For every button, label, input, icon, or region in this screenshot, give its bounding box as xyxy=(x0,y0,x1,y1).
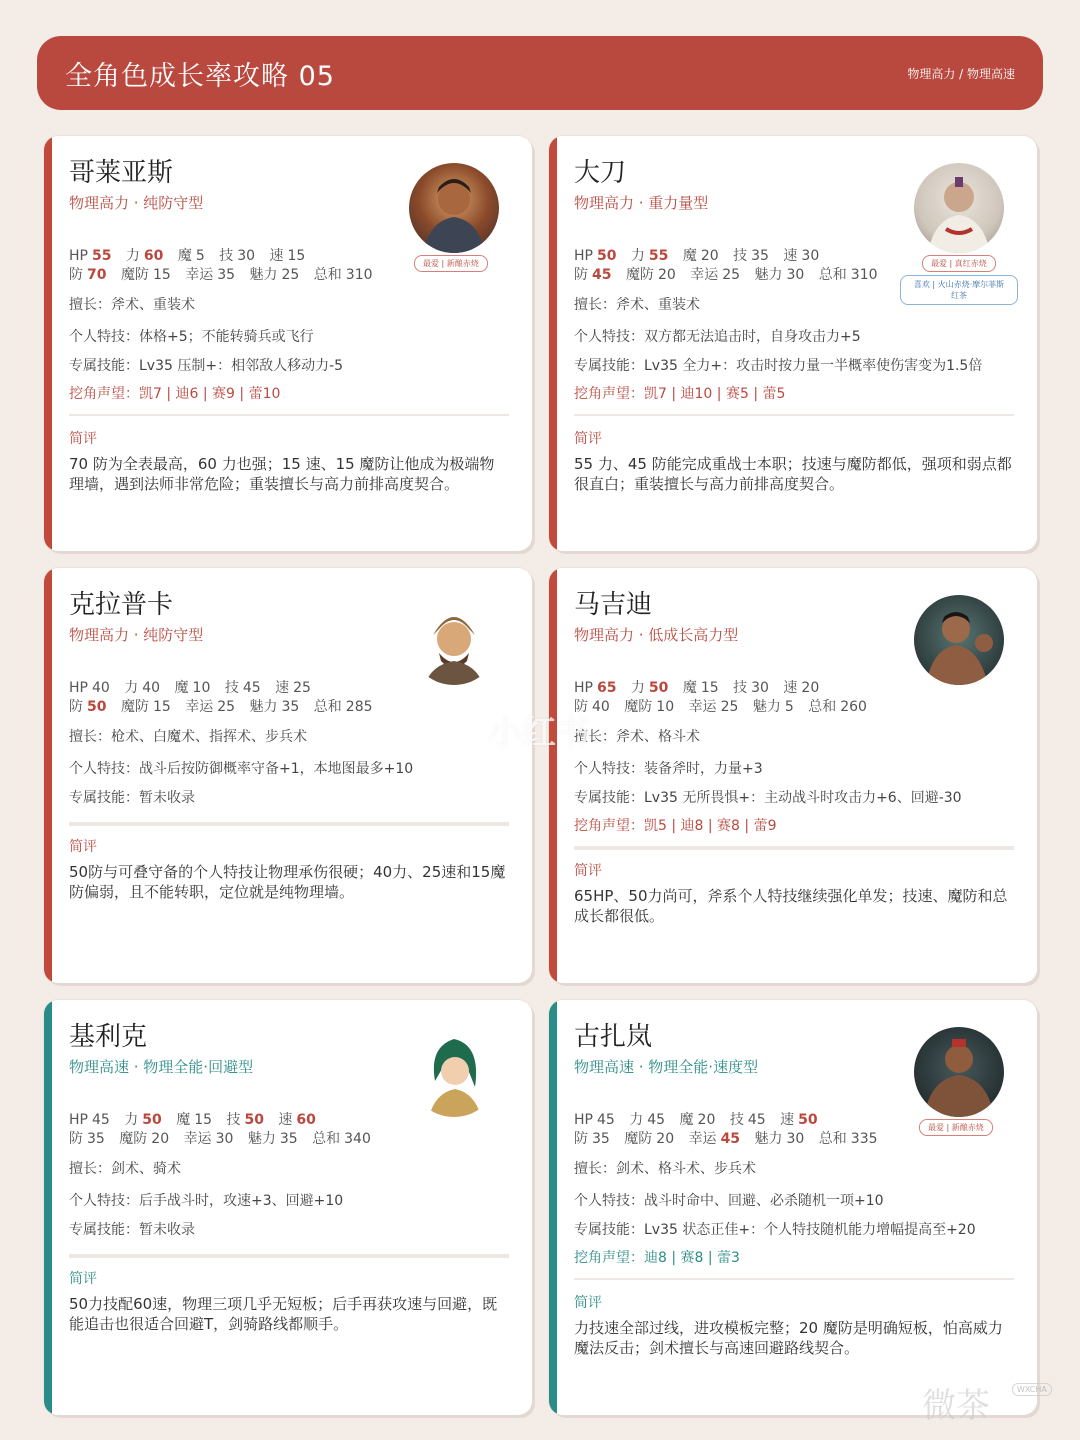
divider xyxy=(69,414,509,416)
weapon-skill: 擅长：斧术、重装术 xyxy=(574,297,700,313)
personal-skill: 个人特技：战斗时命中、回避、必杀随机一项+10 xyxy=(574,1193,884,1209)
divider xyxy=(574,1278,1014,1280)
stats-block xyxy=(574,247,886,285)
review-label: 简评 xyxy=(574,863,602,879)
stats-block xyxy=(69,679,381,717)
character-type: 物理高力 · 重力量型 xyxy=(574,194,709,212)
divider xyxy=(69,1254,509,1258)
accent-bar xyxy=(549,1000,557,1415)
accent-bar xyxy=(44,136,52,551)
exclusive-skill: 专属技能：Lv35 无所畏惧+：主动战斗时攻击力+6、回避-30 xyxy=(574,790,962,806)
portrait-figure-icon xyxy=(914,163,1004,253)
portrait-figure-icon xyxy=(409,1027,499,1117)
accent-bar xyxy=(44,1000,52,1415)
character-card-kilik xyxy=(44,1000,532,1415)
character-portrait xyxy=(409,1027,499,1117)
recruit-reputation: 挖角声望：凯5 | 迪8 | 赛8 | 蕾9 xyxy=(574,818,777,834)
stats-row-2: 防 70 魔防 15 幸运 35 魅力 25 总和 310 xyxy=(69,267,373,283)
review-label: 简评 xyxy=(69,839,97,855)
page-subtitle: 物理高力 / 物理高速 xyxy=(907,66,1015,81)
favorite-badge: 最爱 | 真红赤烧 xyxy=(922,255,996,272)
character-portrait xyxy=(409,595,499,685)
review-text: 力技速全部过线，进攻模板完整；20 魔防是明确短板，怕高威力魔法反击；剑术擅长与高速回避路线契合。 xyxy=(574,1319,1003,1357)
exclusive-skill: 专属技能：Lv35 状态正佳+：个人特技随机能力增幅提高至+20 xyxy=(574,1222,976,1238)
stats-row-1: HP 65 力 50 魔 15 技 30 速 20 xyxy=(574,680,820,696)
stats-block xyxy=(574,1111,886,1149)
stats-row-1: HP 40 力 40 魔 10 技 45 速 25 xyxy=(69,680,311,696)
review-label: 简评 xyxy=(69,1271,97,1287)
watermark-weicha: 微茶 xyxy=(922,1386,990,1426)
accent-bar xyxy=(549,568,557,983)
personal-skill: 个人特技：体格+5；不能转骑兵或飞行 xyxy=(69,329,314,345)
favorite-badge: 最爱 | 新酿赤烧 xyxy=(414,255,488,272)
review-text: 50力技配60速，物理三项几乎无短板；后手再获攻速与回避，既能追击也很适合回避T，剑骑路线都顺手。 xyxy=(69,1295,498,1333)
personal-skill: 个人特技：装备斧时，力量+3 xyxy=(574,761,763,777)
portrait-figure-icon xyxy=(914,1027,1004,1117)
stats-row-2: 防 35 魔防 20 幸运 45 魅力 30 总和 335 xyxy=(574,1131,878,1147)
character-name: 古扎岚 xyxy=(574,1022,653,1052)
divider xyxy=(69,822,509,826)
review-text: 65HP、50力尚可，斧系个人特技继续强化单发；技速、魔防和总成长都很低。 xyxy=(574,887,1008,925)
stats-block xyxy=(69,1111,379,1149)
review-text: 50防与可叠守备的个人特技让物理承伤很硬；40力、25速和15魔防偏弱，且不能转职，定位就是纯物理墙。 xyxy=(69,863,506,901)
character-name: 马吉迪 xyxy=(574,590,653,620)
portrait-figure-icon xyxy=(409,163,499,253)
review-label: 简评 xyxy=(574,1295,602,1311)
character-card-guzalan xyxy=(549,1000,1037,1415)
stats-row-2: 防 45 魔防 20 幸运 25 魅力 30 总和 310 xyxy=(574,267,878,283)
favorite-badge: 最爱 | 新酿赤烧 xyxy=(919,1119,993,1136)
like-badge: 喜欢 | 火山赤烧·摩尔菲斯 红茶 xyxy=(900,275,1018,305)
stats-row-1: HP 45 力 45 魔 20 技 45 速 50 xyxy=(574,1112,818,1128)
exclusive-skill: 专属技能：暂未收录 xyxy=(69,1222,195,1238)
stats-row-1: HP 55 力 60 魔 5 技 30 速 15 xyxy=(69,248,306,264)
page-header xyxy=(37,36,1043,110)
portrait-figure-icon xyxy=(914,595,1004,685)
weapon-skill: 擅长：斧术、重装术 xyxy=(69,297,195,313)
weapon-skill: 擅长：枪术、白魔术、指挥术、步兵术 xyxy=(69,729,307,745)
watermark-tag: WXCHA xyxy=(1012,1383,1052,1396)
stats-row-1: HP 45 力 50 魔 15 技 50 速 60 xyxy=(69,1112,316,1128)
divider xyxy=(574,846,1014,850)
character-card-goliath xyxy=(44,136,532,551)
divider xyxy=(574,414,1014,416)
character-type: 物理高力 · 纯防守型 xyxy=(69,626,204,644)
review-text: 55 力、45 防能完成重战士本职；技速与魔防都低，强项和弱点都很直白；重装擅长与高力前排高度契合。 xyxy=(574,455,1012,493)
personal-skill: 个人特技：双方都无法追击时，自身攻击力+5 xyxy=(574,329,861,345)
review-label: 简评 xyxy=(69,431,97,447)
stats-row-2: 防 40 魔防 10 幸运 25 魅力 5 总和 260 xyxy=(574,699,867,715)
page-title: 全角色成长率攻略 05 xyxy=(65,60,335,92)
character-name: 大刀 xyxy=(574,158,627,188)
review-label: 简评 xyxy=(574,431,602,447)
character-name: 基利克 xyxy=(69,1022,148,1052)
character-name: 克拉普卡 xyxy=(69,590,174,620)
personal-skill: 个人特技：后手战斗时，攻速+3、回避+10 xyxy=(69,1193,344,1209)
exclusive-skill: 专属技能：Lv35 压制+：相邻敌人移动力-5 xyxy=(69,358,344,374)
character-portrait xyxy=(914,1027,1004,1117)
character-name: 哥莱亚斯 xyxy=(69,158,174,188)
personal-skill: 个人特技：战斗后按防御概率守备+1，本地图最多+10 xyxy=(69,761,414,777)
stats-block xyxy=(69,247,381,285)
weapon-skill: 擅长：斧术、格斗术 xyxy=(574,729,700,745)
character-type: 物理高速 · 物理全能·回避型 xyxy=(69,1058,254,1076)
accent-bar xyxy=(549,136,557,551)
recruit-reputation: 挖角声望：凯7 | 迪10 | 赛5 | 蕾5 xyxy=(574,386,786,402)
stats-row-1: HP 50 力 55 魔 20 技 35 速 30 xyxy=(574,248,820,264)
stats-row-2: 防 50 魔防 15 幸运 25 魅力 35 总和 285 xyxy=(69,699,373,715)
portrait-figure-icon xyxy=(409,595,499,685)
weapon-skill: 擅长：剑术、格斗术、步兵术 xyxy=(574,1161,756,1177)
recruit-reputation: 挖角声望：凯7 | 迪6 | 赛9 | 蕾10 xyxy=(69,386,281,402)
character-type: 物理高力 · 纯防守型 xyxy=(69,194,204,212)
watermark-xiaohongshu: 小红书 xyxy=(488,713,590,753)
recruit-reputation: 挖角声望：迪8 | 赛8 | 蕾3 xyxy=(574,1250,740,1266)
character-card-krapka xyxy=(44,568,532,983)
stats-block xyxy=(574,679,875,717)
weapon-skill: 擅长：剑术、骑术 xyxy=(69,1161,181,1177)
character-portrait xyxy=(409,163,499,253)
character-card-daito xyxy=(549,136,1037,551)
character-type: 物理高速 · 物理全能·速度型 xyxy=(574,1058,759,1076)
character-type: 物理高力 · 低成长高力型 xyxy=(574,626,739,644)
character-portrait xyxy=(914,595,1004,685)
character-card-majidi xyxy=(549,568,1037,983)
stats-row-2: 防 35 魔防 20 幸运 30 魅力 35 总和 340 xyxy=(69,1131,371,1147)
accent-bar xyxy=(44,568,52,983)
character-portrait xyxy=(914,163,1004,253)
exclusive-skill: 专属技能：Lv35 全力+：攻击时按力量一半概率使伤害变为1.5倍 xyxy=(574,358,983,374)
exclusive-skill: 专属技能：暂未收录 xyxy=(69,790,195,806)
review-text: 70 防为全表最高，60 力也强；15 速、15 魔防让他成为极端物理墙，遇到法师非常危险；重装擅长与高力前排高度契合。 xyxy=(69,455,495,493)
